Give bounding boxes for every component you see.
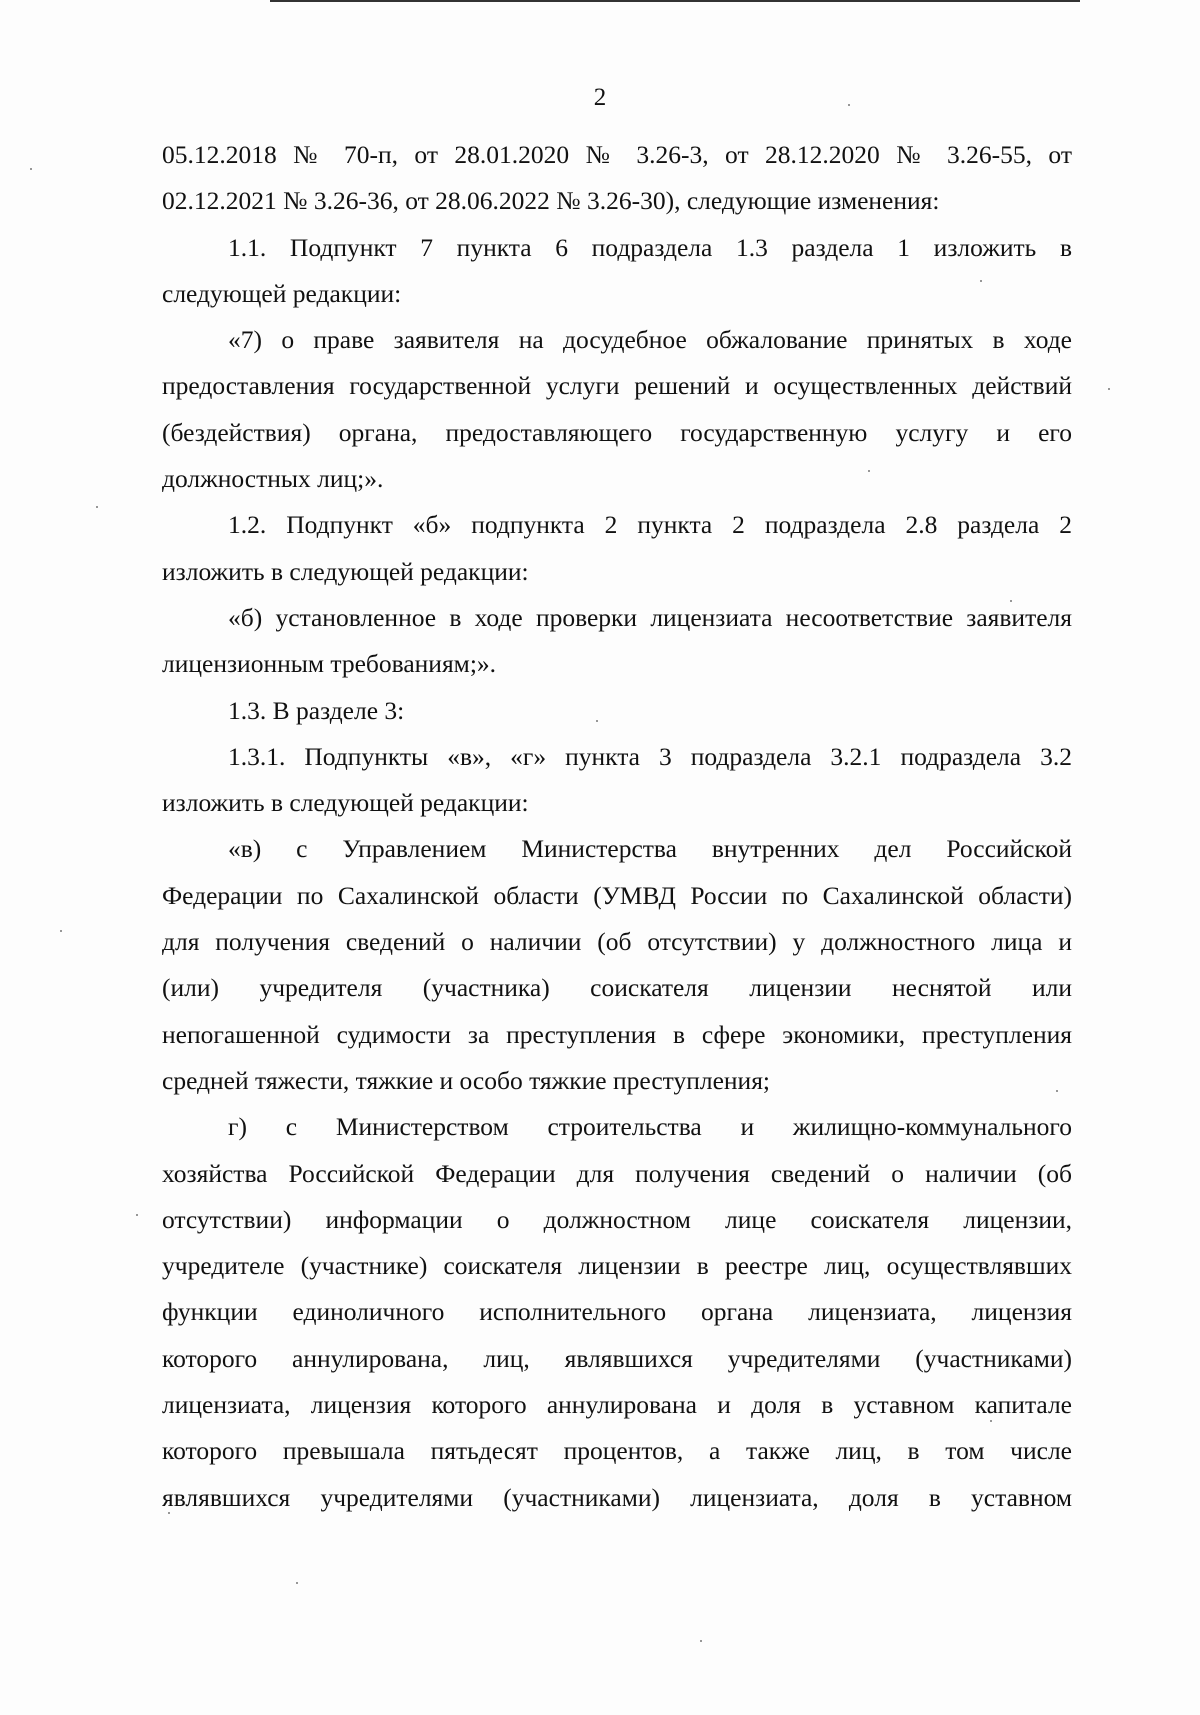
text-line: г) с Министерством строительства и жилищно-коммунального — [228, 1112, 1072, 1142]
text-line: должностных лиц;». — [162, 464, 384, 494]
scan-speck — [30, 168, 32, 170]
text-line: Федерации по Сахалинской области (УМВД России по Сахалинской области) — [162, 880, 1072, 910]
text-line: которого превышала пятьдесят процентов, а также лиц, в том числе — [162, 1436, 1072, 1466]
scan-speck — [296, 1582, 298, 1584]
text-line: 1.3.1. Подпункты «в», «г» пункта 3 подраздела 3.2.1 подраздела 3.2 — [228, 741, 1072, 771]
text-line: которого аннулирована, лиц, являвшихся учредителями (участниками) — [162, 1343, 1072, 1373]
page-number: 2 — [593, 84, 607, 111]
text-line: «в) с Управлением Министерства внутренних дел Российской — [228, 834, 1072, 864]
text-line: (бездействия) органа, предоставляющего государственную услугу и его — [162, 417, 1072, 447]
text-line: «б) установленное в ходе проверки лицензиата несоответствие заявителя — [228, 602, 1072, 632]
text-line: 05.12.2018 № 70-п, от 28.01.2020 № 3.26-3, от 28.12.2020 № 3.26-55, от — [162, 140, 1072, 169]
text-line: «7) о праве заявителя на досудебное обжалование принятых в ходе — [228, 325, 1072, 355]
text-line: изложить в следующей редакции: — [162, 788, 529, 818]
text-line: учредителе (участнике) соискателя лицензии в реестре лиц, осуществлявших — [162, 1251, 1072, 1281]
text-line: непогашенной судимости за преступления в сфере экономики, преступления — [162, 1019, 1072, 1049]
scan-speck — [136, 1214, 138, 1216]
text-line: хозяйства Российской Федерации для получения сведений о наличии (об — [162, 1158, 1072, 1188]
scan-speck — [1108, 388, 1110, 390]
scan-speck — [848, 104, 850, 106]
text-line: для получения сведений о наличии (об отсутствии) у должностного лица и — [162, 927, 1072, 957]
text-line: лицензиата, лицензия которого аннулирована и доля в уставном капитале — [162, 1390, 1072, 1420]
scan-speck — [700, 1640, 702, 1642]
text-line: 1.2. Подпункт «б» подпункта 2 пункта 2 подраздела 2.8 раздела 2 — [228, 510, 1072, 540]
text-line: функции единоличного исполнительного органа лицензиата, лицензия — [162, 1297, 1072, 1327]
scan-speck — [1056, 1090, 1058, 1092]
scan-speck — [1010, 600, 1012, 602]
text-line: изложить в следующей редакции: — [162, 556, 529, 586]
text-line: следующей редакции: — [162, 278, 402, 308]
scan-speck — [868, 470, 870, 472]
text-line: предоставления государственной услуги решений и осуществленных действий — [162, 371, 1072, 401]
text-line: отсутствии) информации о должностном лице соискателя лицензии, — [162, 1204, 1072, 1234]
scan-speck — [990, 1420, 992, 1422]
document-body — [162, 132, 1072, 1521]
text-line: лицензионным требованиям;». — [162, 649, 497, 679]
scan-speck — [980, 280, 982, 282]
text-line: (или) учредителя (участника) соискателя лицензии неснятой или — [162, 973, 1072, 1003]
text-line: 02.12.2021 № 3.26-36, от 28.06.2022 № 3.26-30), следующие изменения: — [162, 186, 940, 216]
scan-speck — [596, 720, 598, 722]
text-line: являвшихся учредителями (участниками) лицензиата, доля в уставном — [162, 1482, 1072, 1512]
scan-top-edge — [270, 0, 1080, 2]
scan-speck — [168, 1512, 170, 1514]
text-line: средней тяжести, тяжкие и особо тяжкие преступления; — [162, 1065, 771, 1095]
text-line: 1.1. Подпункт 7 пункта 6 подраздела 1.3 раздела 1 изложить в — [228, 232, 1072, 262]
scan-speck — [60, 930, 62, 932]
scan-speck — [96, 506, 98, 508]
text-line: 1.3. В разделе 3: — [228, 695, 405, 725]
